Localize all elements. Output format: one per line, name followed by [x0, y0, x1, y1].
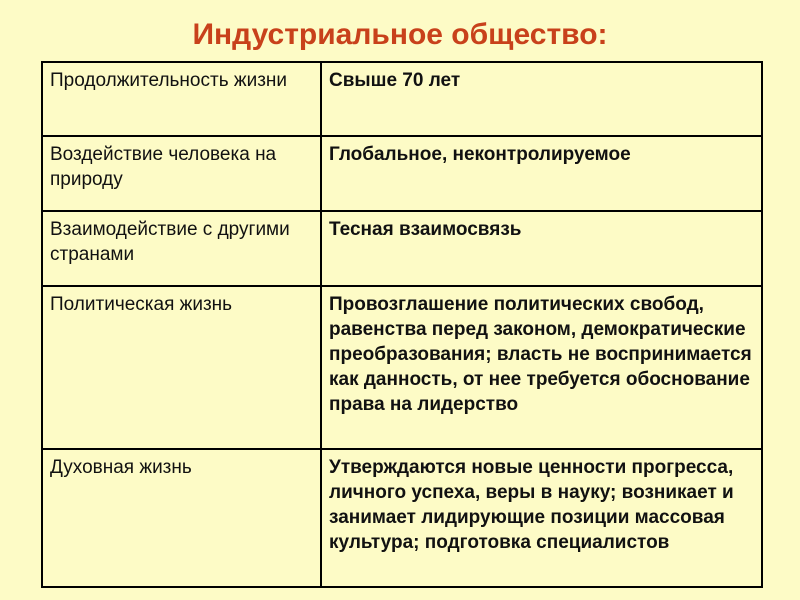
- row-value: Свыше 70 лет: [321, 62, 762, 136]
- row-label: Воздействие человека на природу: [42, 136, 321, 211]
- row-label: Политическая жизнь: [42, 286, 321, 449]
- comparison-table: [41, 61, 763, 588]
- table-row: [42, 449, 762, 587]
- table-row: [42, 136, 762, 211]
- table-row: [42, 286, 762, 449]
- row-label: Продолжительность жизни: [42, 62, 321, 136]
- table-row: [42, 62, 762, 136]
- row-label: Взаимодействие с другими странами: [42, 211, 321, 286]
- row-label: Духовная жизнь: [42, 449, 321, 587]
- table-row: [42, 211, 762, 286]
- row-value: Тесная взаимосвязь: [321, 211, 762, 286]
- row-value: Провозглашение политических свобод, равенства перед законом, демократические преобразования; власть не воспринимается как данность, от нее требуется обоснование права на лидерство: [321, 286, 762, 449]
- row-value: Утверждаются новые ценности прогресса, личного успеха, веры в науку; возникает и занимает лидирующие позиции массовая культура; подготовка специалистов: [321, 449, 762, 587]
- row-value: Глобальное, неконтролируемое: [321, 136, 762, 211]
- slide-title: Индустриальное общество:: [192, 18, 608, 51]
